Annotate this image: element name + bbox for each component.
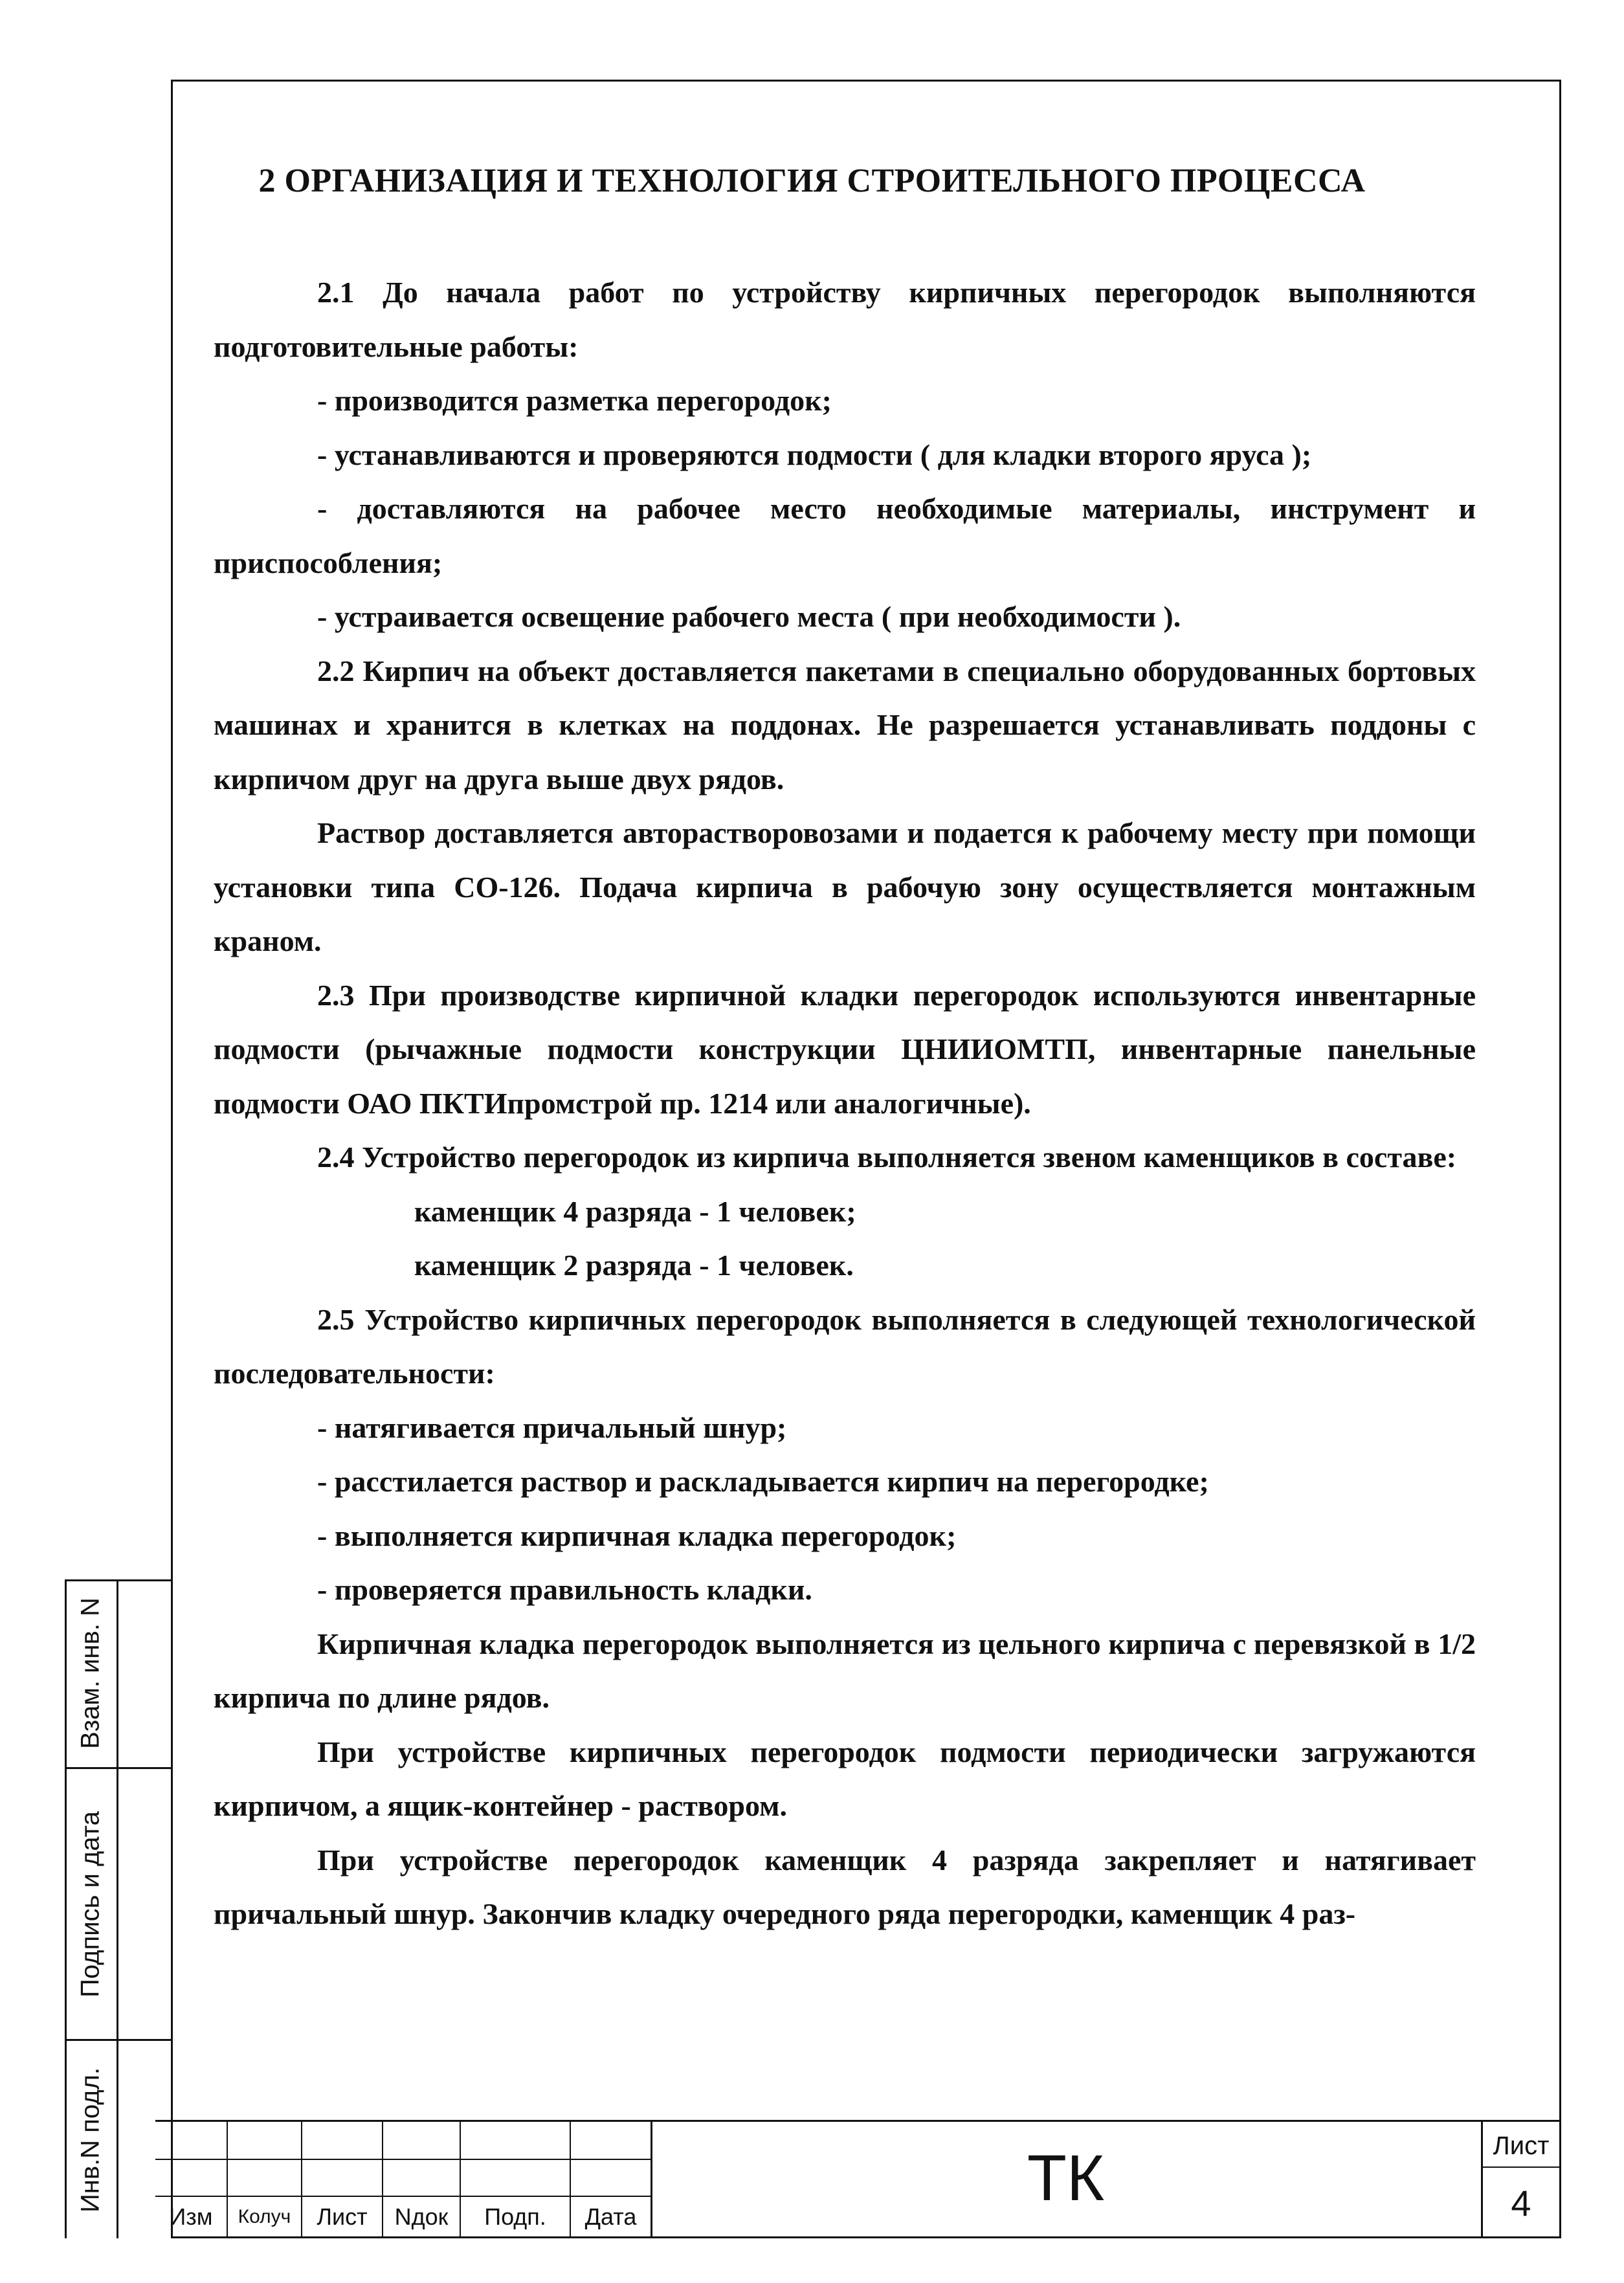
column-label-change: Изм: [169, 2203, 213, 2230]
list-item: - производится разметка перегородок;: [317, 384, 832, 417]
list-item: - расстилается раствор и раскладывается кирпич на перегородке;: [317, 1465, 1209, 1498]
strip-line: [117, 1579, 118, 2238]
section-heading: 2 ОРГАНИЗАЦИЯ И ТЕХНОЛОГИЯ СТРОИТЕЛЬНОГО ПРОЦЕССА: [258, 162, 1366, 199]
paragraph-2-1: 2.1 До начала работ по устройству кирпичных перегородок выполняются подготовительные работы:: [214, 276, 1476, 363]
list-item: - выполняется кирпичная кладка перегородок;: [317, 1519, 957, 1552]
strip-label-replaces-inv: Взам. инв. N: [76, 1598, 105, 1749]
crew-member: каменщик 2 разряда - 1 человек.: [414, 1249, 854, 1282]
list-item: - проверяется правильность кладки.: [317, 1573, 812, 1606]
column-label-signature: Подп.: [484, 2203, 546, 2230]
column-label-sheet: Лист: [317, 2203, 368, 2230]
title-block-row-line: [155, 2196, 651, 2197]
strip-cell-signature-date: [65, 1769, 117, 2039]
strip-cell-inv-no-orig: [65, 2041, 117, 2238]
crew-member: каменщик 4 разряда - 1 человек;: [414, 1194, 856, 1228]
column-label-quantity: Колуч: [238, 2206, 291, 2227]
list-item: - устанавливаются и проверяются подмости ( для кладки второго яруса );: [317, 438, 1312, 471]
list-item: - устраивается освещение рабочего места ( при необходимости ).: [317, 600, 1181, 633]
sheet-number: 4: [1511, 2183, 1531, 2223]
paragraph-loading: При устройстве кирпичных перегородок подмости периодически загружаются кирпичом, а ящик-контейнер - раствором.: [214, 1735, 1476, 1822]
paragraph-2-4: 2.4 Устройство перегородок из кирпича выполняется звеном каменщиков в составе:: [317, 1141, 1457, 1174]
strip-cell-replaces-inv: [65, 1579, 117, 1767]
column-label-date: Дата: [584, 2203, 637, 2230]
paragraph-mortar: Раствор доставляется авторастворовозами и подается к рабочему месту при помощи установки типа СО-126. Подача кирпича в рабочую зону осуществляется монтажным краном.: [214, 816, 1476, 957]
paragraph-2-5: 2.5 Устройство кирпичных перегородок выполняется в следующей технологической последовательности:: [214, 1302, 1476, 1390]
list-item: - доставляются на рабочее место необходимые материалы, инструмент и приспособления;: [214, 492, 1476, 579]
paragraph-cord: При устройстве перегородок каменщик 4 разряда закрепляет и натягивает причальный шнур. Закончив кладку очередного ряда перегородки, каменщик 4 раз-: [214, 1843, 1476, 1930]
title-block-row-line: [155, 2159, 651, 2160]
paragraph-bond: Кирпичная кладка перегородок выполняется из цельного кирпича с перевязкой в 1/2 кирпича по длине рядов.: [214, 1627, 1476, 1714]
sheet-label: Лист: [1493, 2132, 1550, 2160]
column-label-doc-no: Nдок: [394, 2203, 449, 2230]
document-code: ТК: [1027, 2142, 1105, 2214]
sheet-cell-mid-line: [1481, 2166, 1561, 2168]
strip-label-signature-date: Подпись и дата: [76, 1810, 105, 1998]
strip-label-inv-no-orig: Инв.N подл.: [76, 2067, 105, 2212]
list-item: - натягивается причальный шнур;: [317, 1410, 787, 1444]
paragraph-2-2: 2.2 Кирпич на объект доставляется пакетами в специально оборудованных бортовых машинах и хранится в клетках на поддонах. Не разрешается устанавливать поддоны с кирпичом друг на друга выше двух рядов.: [214, 654, 1476, 796]
paragraph-2-3: 2.3 При производстве кирпичной кладки перегородок используются инвентарные подмости (рычажные подмости конструкции ЦНИИОМТП, инвентарные панельные подмости ОАО ПКТИпромстрой пр. 1214 или аналогичные).: [214, 978, 1476, 1120]
body-text: [214, 265, 1476, 1941]
